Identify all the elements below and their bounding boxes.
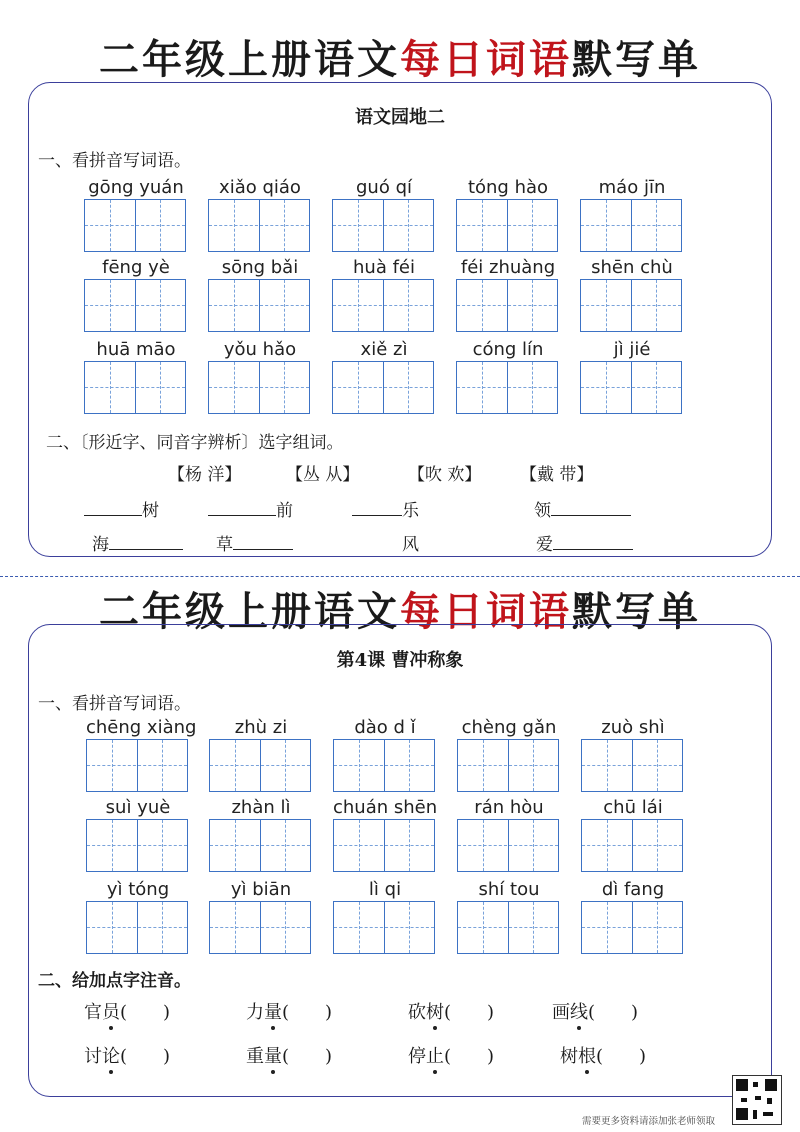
pinyin-label: guó qí <box>356 177 412 198</box>
tian-grid-box[interactable] <box>580 279 682 332</box>
tian-grid-box[interactable] <box>332 199 434 252</box>
pinyin-label: cóng lín <box>472 339 544 360</box>
writing-cell[interactable] <box>580 257 684 279</box>
tian-grid-box[interactable] <box>333 901 435 954</box>
pronunciation-item[interactable]: 重量( ) <box>246 1042 332 1068</box>
writing-cell[interactable] <box>209 879 313 901</box>
writing-cell[interactable] <box>208 257 312 279</box>
writing-cell[interactable] <box>580 339 684 361</box>
tian-grid-box[interactable] <box>209 819 311 872</box>
title-highlight: 每日词语 <box>400 37 572 83</box>
tian-grid-box[interactable] <box>580 199 682 252</box>
writing-cell[interactable] <box>581 879 685 901</box>
writing-cell[interactable] <box>332 339 436 361</box>
pinyin-label: zhù zi <box>234 717 288 738</box>
tian-grid-box[interactable] <box>581 739 683 792</box>
q1-heading-1: 一、看拼音写词语。 <box>38 151 191 171</box>
fill-blank-item[interactable]: 风 <box>402 535 419 555</box>
tian-grid-box[interactable] <box>333 739 435 792</box>
section-title-2: 第4课 曹冲称象 <box>336 650 464 671</box>
writing-cell[interactable] <box>457 879 561 901</box>
tian-grid-box[interactable] <box>208 361 310 414</box>
tian-grid-box[interactable] <box>208 279 310 332</box>
pinyin-label: rán hòu <box>474 797 544 818</box>
fill-blank-item[interactable]: 爱 <box>536 530 633 555</box>
tian-grid-box[interactable] <box>208 199 310 252</box>
qr-code-icon <box>732 1075 782 1125</box>
tian-grid-box[interactable] <box>209 901 311 954</box>
tian-grid-box[interactable] <box>84 199 186 252</box>
char-pair: 【丛 从】 <box>286 465 360 485</box>
q2-heading-1: 二、〔形近字、同音字辨析〕选字组词。 <box>46 433 344 453</box>
writing-cell[interactable] <box>209 797 313 819</box>
tian-grid-box[interactable] <box>456 361 558 414</box>
tian-grid-box[interactable] <box>86 739 188 792</box>
char-pair: 【杨 洋】 <box>168 465 242 485</box>
fill-blank-item[interactable]: 树 <box>84 496 159 521</box>
char-pair: 【戴 带】 <box>520 465 594 485</box>
writing-cell[interactable] <box>332 177 436 199</box>
q2-heading-2: 二、给加点字注音。 <box>38 971 191 991</box>
title-part-1: 二年级上册语文 <box>99 37 400 83</box>
writing-cell[interactable] <box>84 257 188 279</box>
tian-grid-box[interactable] <box>456 199 558 252</box>
writing-cell[interactable] <box>84 339 188 361</box>
pinyin-label: yì tóng <box>106 879 170 900</box>
fill-blank-item[interactable]: 乐 <box>352 496 419 521</box>
tian-grid-box[interactable] <box>457 901 559 954</box>
tian-grid-box[interactable] <box>84 361 186 414</box>
q1-heading-2: 一、看拼音写词语。 <box>38 694 191 714</box>
writing-cell[interactable] <box>333 879 437 901</box>
pinyin-label: huà féi <box>353 257 415 278</box>
pinyin-label: gōng yuán <box>88 177 184 198</box>
cut-line <box>0 576 800 577</box>
pronunciation-item[interactable]: 停止( ) <box>408 1042 494 1068</box>
pinyin-label: dào d ǐ <box>354 717 416 738</box>
tian-grid-box[interactable] <box>457 739 559 792</box>
pinyin-label: dì fang <box>601 879 665 900</box>
pinyin-label: lì qi <box>368 879 402 900</box>
writing-cell[interactable] <box>209 717 313 739</box>
tian-grid-box[interactable] <box>86 819 188 872</box>
section-title-1: 语文园地二 <box>355 107 445 128</box>
pronunciation-item[interactable]: 讨论( ) <box>84 1042 170 1068</box>
writing-cell[interactable] <box>581 717 685 739</box>
writing-cell[interactable] <box>456 257 560 279</box>
writing-cell[interactable] <box>581 797 685 819</box>
tian-grid-box[interactable] <box>581 901 683 954</box>
pinyin-label: máo jīn <box>598 177 666 198</box>
pinyin-label: huā māo <box>96 339 176 360</box>
writing-cell[interactable] <box>86 797 190 819</box>
writing-cell[interactable] <box>86 717 197 739</box>
tian-grid-box[interactable] <box>580 361 682 414</box>
pinyin-label: fēng yè <box>102 257 170 278</box>
tian-grid-box[interactable] <box>209 739 311 792</box>
writing-cell[interactable] <box>456 339 560 361</box>
pinyin-label: chèng gǎn <box>461 717 557 738</box>
tian-grid-box[interactable] <box>332 361 434 414</box>
pinyin-label: chuán shēn <box>333 797 438 818</box>
writing-cell[interactable] <box>208 339 312 361</box>
pinyin-label: yǒu hǎo <box>223 339 297 360</box>
pinyin-label: shēn chù <box>591 257 673 278</box>
writing-cell[interactable] <box>208 177 312 199</box>
pronunciation-item[interactable]: 画线( ) <box>552 998 638 1024</box>
fill-blank-item[interactable]: 草 <box>216 530 293 555</box>
char-pair: 【吹 欢】 <box>408 465 482 485</box>
tian-grid-box[interactable] <box>86 901 188 954</box>
writing-cell[interactable] <box>332 257 436 279</box>
fill-blank-item[interactable]: 领 <box>534 496 631 521</box>
tian-grid-box[interactable] <box>84 279 186 332</box>
title-part-1: 二年级上册语文 <box>99 589 400 635</box>
pinyin-label: féi zhuàng <box>460 257 556 278</box>
tian-grid-box[interactable] <box>581 819 683 872</box>
title-part-3: 默写单 <box>572 589 701 635</box>
writing-cell[interactable] <box>580 177 684 199</box>
pinyin-label: chēng xiàng <box>86 717 197 738</box>
title-part-3: 默写单 <box>572 37 701 83</box>
pinyin-label: zuò shì <box>601 717 665 738</box>
tian-grid-box[interactable] <box>332 279 434 332</box>
tian-grid-box[interactable] <box>333 819 435 872</box>
writing-cell[interactable] <box>333 717 437 739</box>
fill-blank-item[interactable]: 海 <box>92 530 183 555</box>
writing-cell[interactable] <box>457 717 561 739</box>
writing-cell[interactable] <box>86 879 190 901</box>
pronunciation-item[interactable]: 官员( ) <box>84 998 170 1024</box>
pinyin-label: sōng bǎi <box>221 257 299 278</box>
writing-cell[interactable] <box>457 797 561 819</box>
writing-cell[interactable] <box>333 797 437 819</box>
pinyin-label: yì biān <box>230 879 292 900</box>
tian-grid-box[interactable] <box>456 279 558 332</box>
page-title-1 <box>0 28 800 85</box>
pinyin-label: jì jié <box>613 339 651 360</box>
tian-grid-box[interactable] <box>457 819 559 872</box>
footer-note: 需要更多资料请添加张老师领取 <box>582 1116 716 1127</box>
title-highlight: 每日词语 <box>400 589 572 635</box>
pinyin-label: chū lái <box>603 797 663 818</box>
pinyin-label: shí tou <box>478 879 540 900</box>
pinyin-label: suì yuè <box>105 797 171 818</box>
pinyin-label: zhàn lì <box>231 797 291 818</box>
writing-cell[interactable] <box>84 177 188 199</box>
fill-blank-item[interactable]: 前 <box>208 496 293 521</box>
pinyin-label: tóng hào <box>467 177 549 198</box>
pronunciation-item[interactable]: 树根( ) <box>560 1042 646 1068</box>
pronunciation-item[interactable]: 力量( ) <box>246 998 332 1024</box>
writing-cell[interactable] <box>456 177 560 199</box>
pinyin-label: xiě zì <box>360 339 408 360</box>
pinyin-label: xiǎo qiáo <box>219 177 301 198</box>
pronunciation-item[interactable]: 砍树( ) <box>408 998 494 1024</box>
